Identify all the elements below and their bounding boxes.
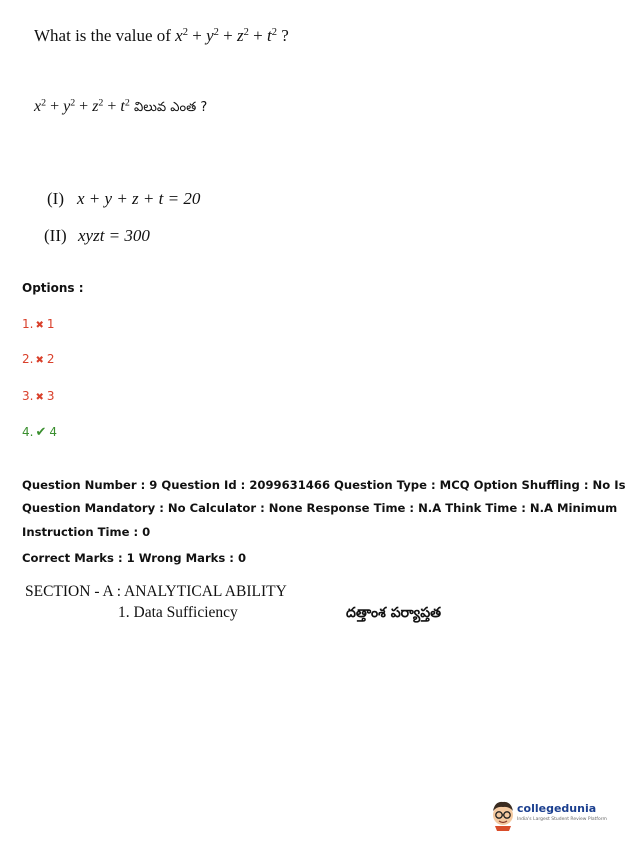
option-number: 1. — [22, 317, 34, 331]
cross-icon: ✖ — [35, 320, 44, 331]
option-3 — [22, 389, 54, 403]
exp: 2 — [41, 97, 47, 109]
statement-text: x + y + z + t = 20 — [77, 189, 201, 208]
question-meta-line-3: Instruction Time : 0 — [22, 525, 151, 539]
check-icon: ✔ — [35, 425, 47, 440]
question-meta-line-2: Question Mandatory : No Calculator : None Response Time : N.A Think Time : N.A Minimum — [22, 501, 618, 515]
statement-1 — [47, 189, 200, 209]
var-x: x — [34, 98, 42, 115]
exp: 2 — [70, 97, 76, 109]
var-y: y — [206, 26, 214, 45]
question-english — [34, 26, 289, 46]
plus: + — [46, 98, 64, 115]
option-value: 4 — [49, 425, 57, 439]
var-y: y — [63, 98, 71, 115]
option-2 — [22, 352, 54, 366]
var-x: x — [175, 26, 183, 45]
statement-text: xyzt = 300 — [78, 226, 150, 245]
option-value: 1 — [46, 317, 55, 331]
option-number: 2. — [22, 352, 34, 366]
option-value: 2 — [46, 352, 55, 366]
plus: + — [248, 26, 267, 45]
option-4 — [22, 425, 57, 440]
collegedunia-logo-icon — [489, 797, 517, 831]
plus: + — [103, 98, 121, 115]
cross-icon: ✖ — [35, 392, 44, 403]
option-value: 3 — [46, 389, 55, 403]
option-1 — [22, 317, 54, 331]
plus: + — [218, 26, 237, 45]
statement-2 — [44, 226, 150, 246]
exp: 2 — [124, 97, 130, 109]
exp: 2 — [98, 97, 104, 109]
var-z: z — [92, 98, 99, 115]
options-label: Options : — [22, 281, 84, 295]
cross-icon: ✖ — [35, 355, 44, 366]
plus: + — [187, 26, 207, 45]
question-meta-line-1: Question Number : 9 Question Id : 2099631466 Question Type : MCQ Option Shuffling : No Is — [22, 478, 625, 492]
plus: + — [75, 98, 93, 115]
var-t: t — [266, 26, 272, 45]
option-number: 3. — [22, 389, 34, 403]
subsection-title: 1. Data Sufficiency — [118, 604, 238, 621]
exp: 2 — [213, 27, 219, 39]
exp: 2 — [243, 27, 249, 39]
marks-line: Correct Marks : 1 Wrong Marks : 0 — [22, 551, 247, 565]
question-prefix: What is the value of — [34, 26, 176, 45]
logo-name: collegedunia — [517, 802, 597, 815]
var-t: t — [120, 98, 125, 115]
question-telugu-suffix: విలువ ఎంత ? — [129, 100, 208, 115]
statement-number: (II) — [44, 226, 67, 245]
var-z: z — [236, 26, 244, 45]
question-suffix: ? — [276, 26, 289, 45]
logo-tagline: India's Largest Student Review Platform — [517, 817, 607, 822]
exp: 2 — [182, 27, 188, 39]
exp: 2 — [271, 27, 277, 39]
section-title: SECTION - A : ANALYTICAL ABILITY — [25, 583, 287, 600]
option-number: 4. — [22, 425, 34, 439]
question-telugu — [34, 98, 207, 118]
statement-number: (I) — [47, 189, 64, 208]
subsection-title-telugu: దత్తాంశ పర్యాప్తత — [346, 605, 442, 621]
